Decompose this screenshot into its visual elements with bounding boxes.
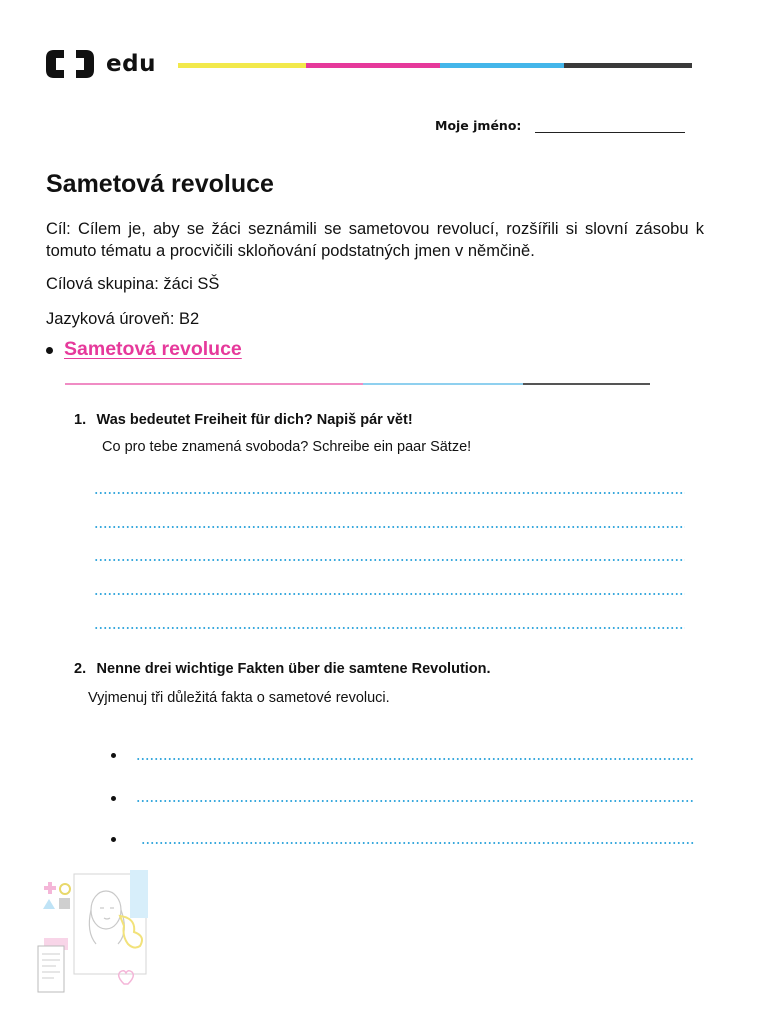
circle-shape-icon — [60, 884, 70, 894]
topic-link[interactable]: Sametová revoluce — [64, 338, 242, 360]
decorative-illustration — [34, 866, 158, 996]
color-bar-dark — [564, 63, 692, 68]
topic-divider-blue — [363, 383, 523, 385]
bullet-icon — [111, 837, 116, 842]
topic-list-item — [46, 338, 242, 361]
name-label: Moje jméno: — [435, 118, 522, 133]
portrait-icon — [89, 891, 124, 944]
name-input-line[interactable] — [535, 120, 685, 133]
bullet-icon — [111, 796, 116, 801]
answer-line[interactable] — [94, 559, 685, 561]
question-text: Was bedeutet Freiheit für dich? Napiš pár vět! — [96, 412, 413, 428]
answer-line[interactable] — [94, 492, 685, 494]
question-2 — [74, 660, 491, 678]
color-bar-blue — [440, 63, 564, 68]
language-level: Jazyková úroveň: B2 — [46, 310, 200, 328]
question-1-subtext: Co pro tebe znamená svoboda? Schreibe ein paar Sätze! — [102, 439, 472, 455]
name-field-row — [435, 118, 685, 133]
question-text: Nenne drei wichtige Fakten über die samtene Revolution. — [96, 661, 491, 677]
header-color-bar — [178, 63, 692, 68]
target-group: Cílová skupina: žáci SŠ — [46, 275, 220, 293]
logo-text: edu — [106, 51, 156, 77]
question-1 — [74, 411, 413, 429]
fact-answer-line[interactable] — [136, 800, 695, 802]
fact-answer-line[interactable] — [136, 758, 695, 760]
topic-divider-dark — [523, 383, 650, 385]
color-bar-pink — [306, 63, 440, 68]
square-shape-icon — [59, 898, 70, 909]
answer-line[interactable] — [94, 627, 685, 629]
question-number: 1. — [74, 412, 87, 428]
ct-logo-icon — [42, 46, 98, 82]
fact-answer-line[interactable] — [141, 842, 695, 844]
topic-divider-pink — [65, 383, 363, 385]
answer-line[interactable] — [94, 526, 685, 528]
goal-paragraph: Cíl: Cílem je, aby se žáci seznámili se sametovou revolucí, rozšířili si slovní zásobu k tomuto tématu a procvičili skloňování podstatných jmen v němčině. — [46, 220, 704, 260]
plus-shape-icon — [44, 882, 56, 894]
bullet-icon — [46, 347, 53, 354]
color-bar-yellow — [178, 63, 306, 68]
ct-edu-logo — [42, 46, 156, 82]
blue-panel-icon — [130, 870, 148, 918]
bullet-icon — [111, 753, 116, 758]
document-icon — [38, 946, 64, 992]
question-number: 2. — [74, 661, 87, 677]
answer-line[interactable] — [94, 593, 685, 595]
heart-icon — [119, 971, 134, 984]
triangle-shape-icon — [43, 899, 55, 909]
topic-divider — [65, 383, 650, 385]
page-title: Sametová revoluce — [46, 170, 274, 198]
question-2-subtext: Vyjmenuj tři důležitá fakta o sametové revoluci. — [88, 690, 390, 706]
